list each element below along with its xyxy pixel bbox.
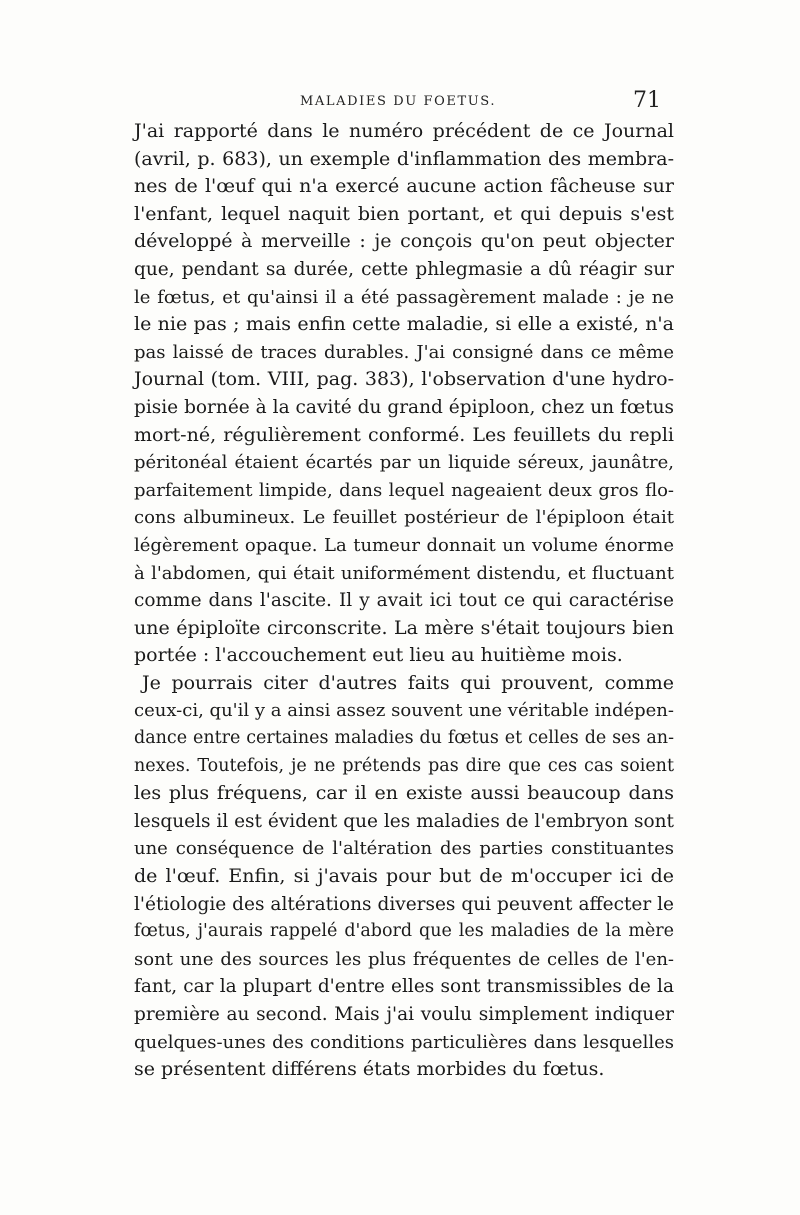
text-line: le nie pas ; mais enfin cette maladie, si elle a existé, n'a <box>134 313 674 336</box>
text-line: dance entre certaines maladies du fœtus et celles de ses an- <box>134 728 674 749</box>
paragraph-end-line: portée : l'accouchement eut lieu au huitième mois. <box>134 644 623 667</box>
text-line: nes de l'œuf qui n'a exercé aucune action fâcheuse sur <box>134 175 674 198</box>
paragraph-start-line: Je pourrais citer d'autres faits qui prouvent, comme <box>142 671 674 694</box>
page-number: 71 <box>633 88 661 113</box>
text-line: J'ai rapporté dans le numéro précédent de ce Journal <box>134 120 674 142</box>
text-line: développé à merveille : je conçois qu'on peut objecter <box>134 230 674 253</box>
text-line: légèrement opaque. La tumeur donnait un volume énorme <box>134 534 674 556</box>
running-head: MALADIES DU FOETUS. <box>300 94 497 109</box>
text-line: Journal (tom. VIII, pag. 383), l'observation d'une hydro- <box>134 368 674 391</box>
text-line: fant, car la plupart d'entre elles sont transmissibles de la <box>134 976 674 998</box>
text-line: sont une des sources les plus fréquentes de celles de l'en- <box>134 948 674 970</box>
text-line: de l'œuf. Enfin, si j'avais pour but de m'occuper ici de <box>134 865 674 888</box>
text-line: comme dans l'ascite. Il y avait ici tout ce qui caractérise <box>134 590 674 612</box>
text-line: (avril, p. 683), un exemple d'inflammation des membra- <box>134 147 674 170</box>
text-line: l'étiologie des altérations diverses qui peuvent affecter le <box>134 893 674 915</box>
text-line: une épiploïte circonscrite. La mère s'était toujours bien <box>134 616 674 639</box>
text-line: que, pendant sa durée, cette phlegmasie a dû réagir sur <box>134 258 674 280</box>
text-line: lesquels il est évident que les maladies de l'embryon sont <box>134 810 674 832</box>
text-line: ceux-ci, qu'il y a ainsi assez souvent une véritable indépen- <box>134 700 674 722</box>
paragraph-end-line: se présentent différens états morbides du fœtus. <box>134 1058 605 1081</box>
text-line: l'enfant, lequel naquit bien portant, et qui depuis s'est <box>134 202 674 225</box>
body-text <box>134 118 674 1084</box>
text-line: mort-né, régulièrement conformé. Les feuillets du repli <box>134 423 674 446</box>
text-line: nexes. Toutefois, je ne prétends pas dire que ces cas soient <box>134 755 674 776</box>
text-line: première au second. Mais j'ai voulu simplement indiquer <box>134 1004 674 1025</box>
text-line: fœtus, j'aurais rappelé d'abord que les maladies de la mère <box>134 921 674 942</box>
text-line: une conséquence de l'altération des parties constituantes <box>134 838 674 860</box>
text-line: le fœtus, et qu'ainsi il a été passagèrement malade : je ne <box>134 286 674 308</box>
text-line: pisie bornée à la cavité du grand épiploon, chez un fœtus <box>134 396 674 418</box>
text-line: quelques-unes des conditions particulières dans lesquelles <box>134 1031 674 1053</box>
text-line: cons albumineux. Le feuillet postérieur de l'épiploon était <box>134 507 674 529</box>
text-line: péritonéal étaient écartés par un liquide séreux, jaunâtre, <box>134 452 674 474</box>
text-line: parfaitement limpide, dans lequel nageaient deux gros flo- <box>134 479 674 501</box>
text-line: les plus fréquens, car il en existe aussi beaucoup dans <box>134 782 674 805</box>
text-line: à l'abdomen, qui était uniformément distendu, et fluctuant <box>134 562 674 584</box>
text-line: pas laissé de traces durables. J'ai consigné dans ce même <box>134 341 674 363</box>
